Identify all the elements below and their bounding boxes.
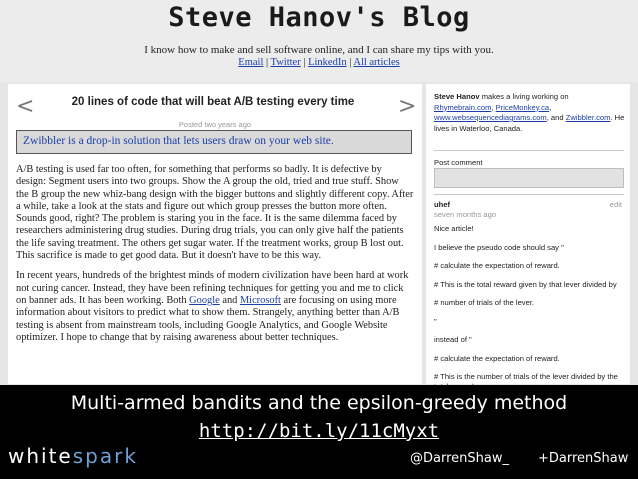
comment-line: # calculate the expectation of reward. xyxy=(434,353,560,363)
divider xyxy=(434,194,624,195)
bio-text: . He lives in Waterloo, Canada. xyxy=(434,113,625,133)
comment-line: " xyxy=(434,316,437,326)
article-paragraph: A/B testing is used far too often, for something that performs so badly. It is defective by design: Segment users into two groups. Show the A group the old, tried and true stuff. Show the B group the new whiz-bang design with the bigger buttons and slightly different copy. After a while, take a look at the stats and figure out which group presses the button more often. Sounds good, right? The problem is staring you in the face. It is the same dilemma faced by researchers administering drug studies. During drug trials, you can only give half the patients the life saving treatment. The others get sugar water. If the treatment works, group B lost out. This sacrifice is made to get good data. But it doesn't have to be this way. xyxy=(16,164,414,262)
nav-separator: | xyxy=(346,57,354,68)
comment-line: # This is the total reward given by that lever divided by xyxy=(434,279,617,289)
divider xyxy=(434,150,624,151)
pricemonkey-link[interactable]: PriceMonkey.ca xyxy=(495,102,550,112)
bio-text: makes a living working on xyxy=(479,92,569,101)
bio-text: , xyxy=(549,102,552,112)
next-post-icon[interactable]: > xyxy=(398,94,417,119)
email-link[interactable]: Email xyxy=(238,57,264,68)
post-date: Posted two years ago xyxy=(178,120,252,129)
zwibbler-promo-banner[interactable]: Zwibbler is a drop-in solution that lets users draw on your web site. xyxy=(16,130,412,154)
all-articles-link[interactable]: All articles xyxy=(353,57,400,68)
paragraph-text: are focusing on using more information about visitors to predict what to show them. Strangely, anything better than A/B testing is absent from mainstream tools, including Google Analytics, and Google Website optimizer. I hope to change that by raising awareness about better techniques. xyxy=(16,294,400,343)
comment xyxy=(434,200,626,391)
paragraph-text: and xyxy=(219,294,240,306)
author-bio xyxy=(434,92,626,134)
gplus-handle: +DarrenShaw xyxy=(538,451,629,466)
post-comment-label: Post comment xyxy=(434,158,483,167)
blog-header xyxy=(0,0,638,82)
comment-line: I believe the pseudo code should say " xyxy=(434,242,564,252)
comment-line: # calculate the expectation of reward. xyxy=(434,261,560,270)
blog-title[interactable]: Steve Hanov's Blog xyxy=(168,2,470,33)
comment-line: instead of " xyxy=(434,335,472,344)
blog-tagline: I know how to make and sell software online, and I can share my tips with you. xyxy=(144,44,494,56)
bio-text: , and xyxy=(546,113,566,122)
nav-separator: | xyxy=(300,57,309,68)
twitter-link[interactable]: Twitter xyxy=(270,57,301,68)
microsoft-link[interactable]: Microsoft xyxy=(239,294,281,306)
rhymebrain-link[interactable]: Rhymebrain.com xyxy=(434,102,492,112)
paragraph-text: In recent years, hundreds of the brightest minds of modern civilization have been hard at work not curing cancer. Instead, they have been refining techniques for getting you and me to click on banner ads. It has been working. Both xyxy=(16,270,409,306)
comment-edit-link[interactable]: edit xyxy=(609,200,622,209)
zwibbler-link[interactable]: Zwibbler.com xyxy=(565,113,611,122)
sidebar xyxy=(426,84,630,384)
author-name: Steve Hanov xyxy=(434,92,480,101)
article-paragraph xyxy=(16,270,414,344)
comment-line: # This is the number of trials of the lever divided by the xyxy=(434,372,618,381)
previous-post-icon[interactable]: < xyxy=(16,94,35,119)
comment-line: Nice article! xyxy=(434,224,474,233)
slide-caption: Multi-armed bandits and the epsilon-greedy method xyxy=(70,392,568,414)
google-link[interactable]: Google xyxy=(189,294,220,306)
comment-input[interactable] xyxy=(434,168,624,188)
short-url-link[interactable]: http://bit.ly/11cMyxt xyxy=(198,420,440,442)
twitter-handle: @DarrenShaw_ xyxy=(410,451,509,466)
logo-text: white xyxy=(8,444,73,468)
nav-separator: | xyxy=(263,57,271,68)
article-body xyxy=(16,164,414,352)
post-title: 20 lines of code that will beat A/B testing every time xyxy=(71,96,355,108)
comment-time: seven months ago xyxy=(434,210,497,219)
logo-text: spark xyxy=(72,444,138,468)
linkedin-link[interactable]: LinkedIn xyxy=(308,57,347,68)
comment-author: uhef xyxy=(434,200,451,209)
article-panel xyxy=(8,84,422,384)
bio-text: , xyxy=(491,102,496,112)
websequencediagrams-link[interactable]: www.websequencediagrams.com xyxy=(434,113,547,122)
whitespark-logo xyxy=(8,444,138,468)
header-nav xyxy=(0,57,638,68)
comment-line: # number of trials of the lever. xyxy=(434,298,535,307)
